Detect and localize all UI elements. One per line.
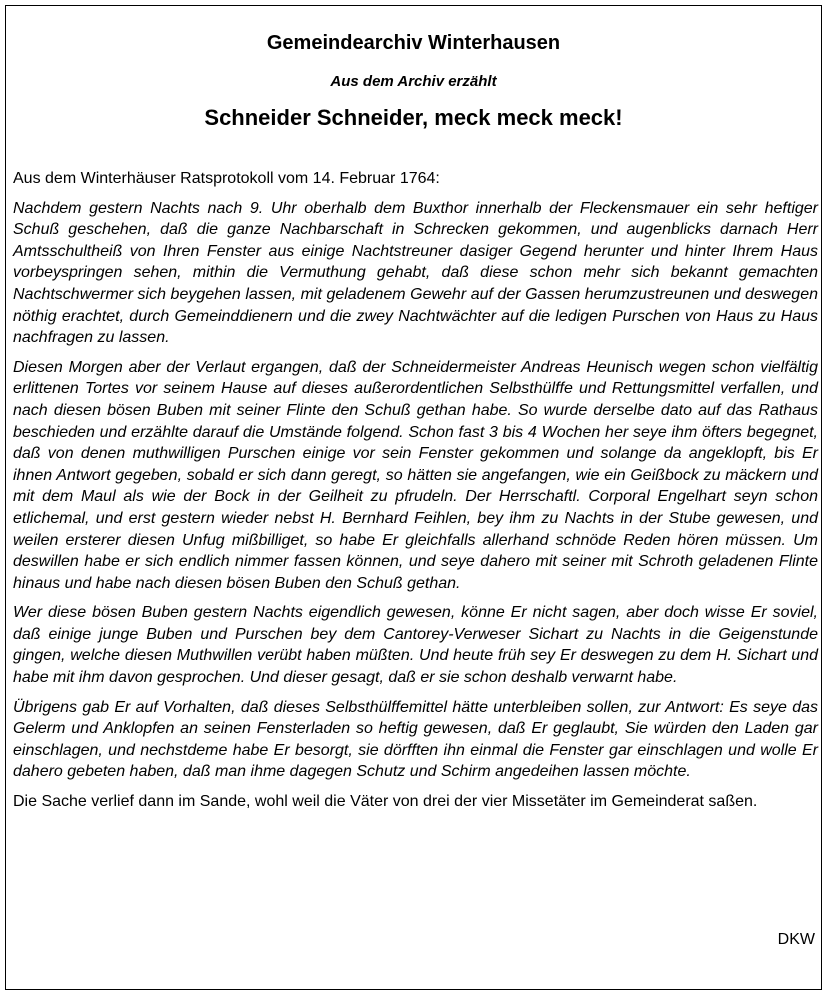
protocol-paragraph-1: Nachdem gestern Nachts nach 9. Uhr oberhalb dem Buxthor innerhalb der Fleckensmauer ein sehr heftiger Schuß geschehen, daß die ganze Nachbarschaft in Schrecken gekommen, und augenblicks darnach Herr Amtsschultheiß von Ihren Fenster aus einige Nachtstreuner dasiger Gegend herunter und hinter Ihrem Haus vorbeyspringen sehen, mithin die Vermuthung gehabt, daß diese schon mehr sich bekannt gemachten Nachtschwermer sich beygehen lassen, mit geladenem Gewehr auf der Gassen herumzustreunen und deswegen nöthig erachtet, durch Gemeinddienern und die zwey Nachtwächter auf die ledigen Purschen von Haus zu Haus nachfragen zu lassen. — [13, 199, 818, 347]
author-signature: DKW — [777, 931, 815, 948]
protocol-paragraph-3: Wer diese bösen Buben gestern Nachts eigendlich gewesen, könne Er nicht sagen, aber doch wisse Er soviel, daß einige junge Buben und Purschen bey dem Cantorey-Verweser Sichart zu Nachts in die Geigenstunde gingen, welche diesen Muthwillen verübt haben müßten. Und heute früh sey Er deswegen zu dem H. Sichart und habe mit ihm davon gesprochen. Und dieser gesagt, daß er sie schon deshalb verwarnt habe. — [13, 604, 818, 687]
article-headline: Schneider Schneider, meck meck meck! — [204, 105, 623, 130]
article-body — [13, 168, 818, 813]
article-intro: Aus dem Winterhäuser Ratsprotokoll vom 14. Februar 1764: — [13, 170, 440, 187]
header — [6, 30, 821, 132]
column-subtitle: Aus dem Archiv erzählt — [330, 73, 497, 90]
protocol-paragraph-4: Übrigens gab Er auf Vorhalten, daß dieses Selbsthülffemittel hätte unterbleiben sollen, zur Antwort: Es seye das Gelerm und Anklopfen an seinen Fensterladen so heftig gewesen, daß Er geglaubt, Sie würden den Laden gar einschlagen, und nechstdeme habe Er besorgt, sie dörfften ihn einmal die Fenster gar einschlagen und wolle Er dahero gebeten haben, daß man ihme dagegen Schutz und Schirm angedeihen lassen möchte. — [13, 698, 818, 781]
archive-title: Gemeindearchiv Winterhausen — [266, 32, 561, 54]
protocol-paragraph-2: Diesen Morgen aber der Verlaut ergangen, daß der Schneidermeister Andreas Heunisch wegen schon vielfältig erlittenen Tortes vor seinem Hause auf dieses außerordentlichen Selbsthülffe und Rettungsmittel verfallen, und nach diesen bösen Buben mit seiner Flinte den Schuß gethan habe. So wurde derselbe dato auf das Rathaus beschieden und erzählte darauf die Umstände folgend. Schon fast 3 bis 4 Wochen her seye ihm öfters begegnet, daß von denen muthwilligen Purschen einige vor sein Fenster gekommen und solange da angeklopft, bis Er ihnen Antwort gegeben, sobald er sich dann geregt, so hätten sie angefangen, wie ein Geißbock zu mäckern und mit dem Maul als wie der Bock in der Geilheit zu pfrudeln. Der Herrschaftl. Corporal Engelhart seyn schon etlichemal, und erst gestern wieder nebst H. Bernhard Feihlen, bey ihm zu Nachts in der Stube gewesen, und weilen ersterer diesen Unfug mißbilliget, so habe Er gleichfalls allerhand schnöde Reden hören müssen. Um deswillen habe er sich endlich nimmer fassen können, und seye dahero mit seiner mit Schroth geladenen Flinte hinaus und habe nach diesen bösen Buben den Schuß gethan. — [13, 358, 818, 592]
article-outro: Die Sache verlief dann im Sande, wohl weil die Väter von drei der vier Missetäter im Gemeinderat saßen. — [13, 793, 758, 811]
